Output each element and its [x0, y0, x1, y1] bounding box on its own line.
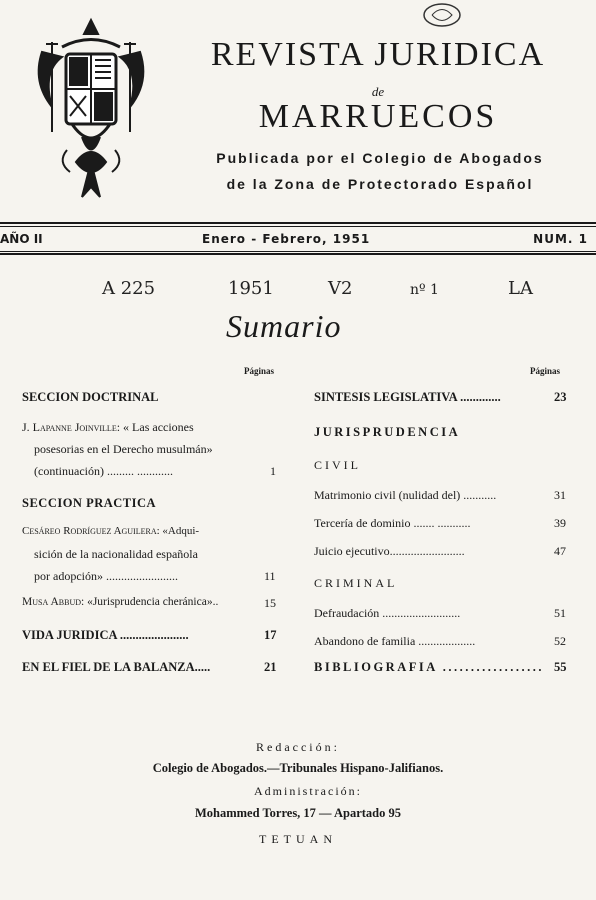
- toc-page: 23: [554, 390, 567, 404]
- journal-title-line2: MARRUECOS: [258, 98, 498, 135]
- entry-text: : «Adqui-: [156, 525, 200, 537]
- pages-label-left: Páginas: [244, 366, 275, 376]
- library-stamp-mark: [420, 2, 464, 28]
- toc-page: 39: [554, 516, 566, 530]
- author-name: J. Lapanne Joinville: [22, 420, 117, 434]
- issue-number: NUM. 1: [533, 232, 588, 246]
- toc-entry-line: por adopción» ........................: [34, 569, 178, 583]
- author-name: Musa Abbud: [22, 596, 82, 608]
- coat-of-arms-emblem: [22, 12, 160, 202]
- section-doctrinal: SECCION DOCTRINAL: [22, 390, 159, 404]
- summary-title: Sumario: [226, 308, 342, 344]
- toc-page: 55: [554, 660, 567, 674]
- handwritten-note: nº 1: [410, 282, 439, 298]
- section-sintesis: SINTESIS LEGISLATIVA .............: [314, 390, 501, 404]
- administracion-value: Mohammed Torres, 17 — Apartado 95: [194, 806, 402, 820]
- redaccion-value: Colegio de Abogados.—Tribunales Hispano-Jalifianos.: [152, 761, 444, 775]
- city: TETUAN: [259, 832, 337, 846]
- toc-page: 47: [554, 544, 566, 558]
- toc-page: 52: [554, 634, 566, 648]
- toc-page: 1: [270, 464, 276, 478]
- publisher-line2: de la Zona de Protectorado Español: [226, 176, 534, 192]
- top-rule-thin: [0, 226, 596, 227]
- bottom-rule-thin: [0, 251, 596, 252]
- toc-entry-author: [22, 525, 199, 537]
- handwritten-note: A 225: [102, 278, 156, 299]
- handwritten-note: LA: [508, 278, 533, 299]
- toc-entry-line: posesorias en el Derecho musulmán»: [34, 442, 213, 456]
- toc-entry: Tercería de dominio ....... ...........: [314, 516, 471, 530]
- handwritten-note: V2: [328, 278, 353, 299]
- toc-entry: Matrimonio civil (nulidad del) ...........: [314, 488, 497, 502]
- toc-entry: Abandono de familia ...................: [314, 634, 476, 648]
- section-jurisprudencia: JURISPRUDENCIA: [314, 425, 461, 439]
- toc-page: 21: [264, 660, 277, 674]
- publisher-line1: Publicada por el Colegio de Abogados: [216, 150, 544, 166]
- toc-entry-line: (continuación) ......... ............: [34, 464, 173, 478]
- journal-title-line1: REVISTA JURIDICA: [210, 36, 546, 73]
- administracion-label: Administración:: [254, 784, 362, 798]
- toc-entry-line: sición de la nacionalidad española: [34, 547, 198, 561]
- bottom-rule: [0, 253, 596, 255]
- toc-page: 15: [264, 596, 276, 610]
- section-practica: SECCION PRACTICA: [22, 496, 157, 510]
- issue-year: AÑO II: [0, 232, 43, 246]
- toc-page: 51: [554, 606, 566, 620]
- toc-entry-author: [22, 420, 194, 435]
- entry-text: : « Las acciones: [116, 420, 194, 434]
- redaccion-label: Redacción:: [256, 740, 340, 754]
- pages-label-right: Páginas: [530, 366, 561, 376]
- top-rule: [0, 222, 596, 224]
- section-bibliografia: BIBLIOGRAFIA ..................: [314, 660, 544, 674]
- handwritten-note: 1951: [228, 278, 274, 299]
- section-vida-juridica: VIDA JURIDICA ......................: [22, 628, 189, 642]
- subsection-civil: CIVIL: [314, 458, 361, 472]
- issue-date: Enero - Febrero, 1951: [202, 232, 371, 246]
- toc-page: 31: [554, 488, 566, 502]
- toc-page: 11: [264, 569, 276, 583]
- subsection-criminal: CRIMINAL: [314, 576, 398, 590]
- author-name: Cesáreo Rodríguez Aguilera: [22, 525, 157, 537]
- journal-title-de: de: [371, 84, 385, 99]
- toc-entry: Juicio ejecutivo.........................: [314, 544, 465, 558]
- section-fiel-balanza: EN EL FIEL DE LA BALANZA.....: [22, 660, 211, 674]
- entry-text: : «Jurisprudencia cheránica»..: [81, 596, 219, 608]
- toc-page: 17: [264, 628, 277, 642]
- toc-entry: Defraudación ..........................: [314, 606, 461, 620]
- toc-entry: [22, 596, 218, 608]
